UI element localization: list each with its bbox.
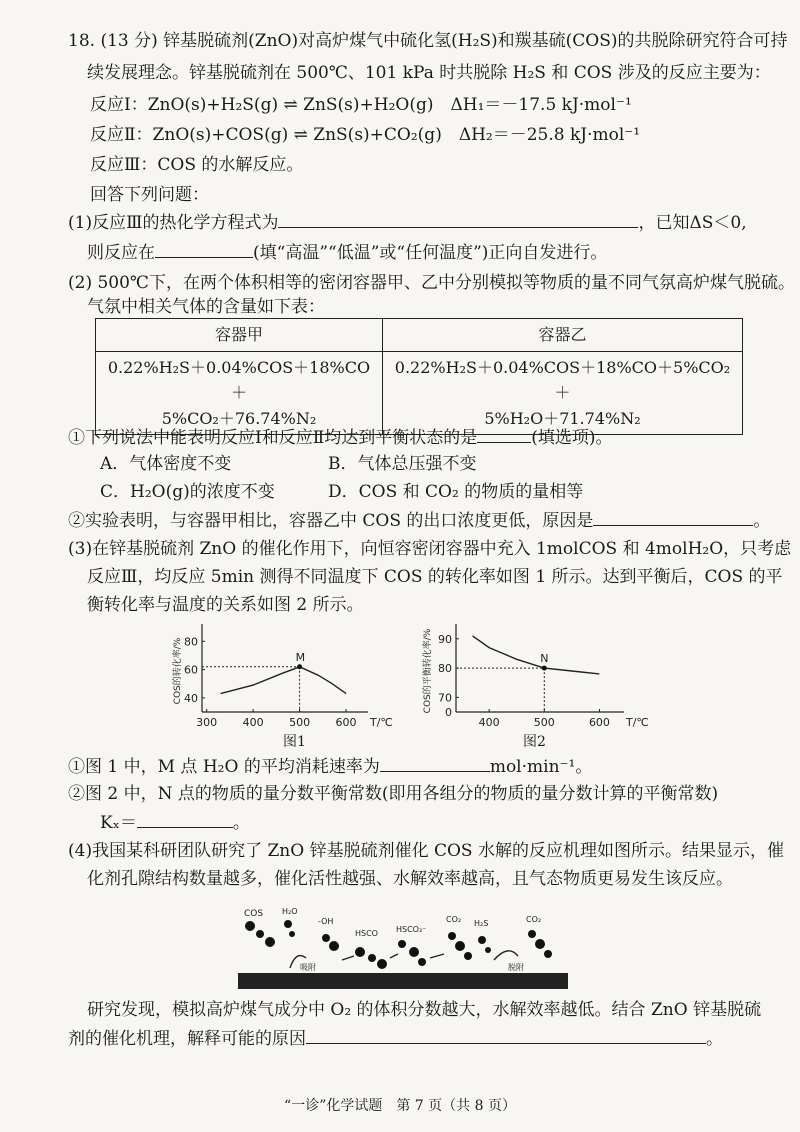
part-2: (2) 500℃下，在两个体积相等的密闭容器甲、乙中分别模拟等物质的量不同气氛高炉煤气脱硫。 <box>68 273 795 293</box>
part-1: (1)反应Ⅲ的热化学方程式为 ，已知ΔS＜0, <box>68 213 747 233</box>
table-cell: 0.22%H₂S＋0.04%COS＋18%CO＋5%CO₂＋ 5%H₂O＋71.74%N₂ <box>382 351 742 435</box>
figure-1-caption: 图1 <box>283 734 306 750</box>
option-a: A．气体密度不变 <box>100 454 232 474</box>
answer-blank[interactable] <box>278 211 638 228</box>
subq-1: ①下列说法中能表明反应Ⅰ和反应Ⅱ均达到平衡状态的是 (填选项)。 <box>68 428 613 448</box>
part-3-cont: 衡转化率与温度的关系如图 2 所示。 <box>87 595 364 615</box>
reaction-2: 反应Ⅱ：ZnO(s)+COS(g) ⇌ ZnS(s)+CO₂(g) ΔH₂＝－25.8 kJ·mol⁻¹ <box>90 125 641 145</box>
x-tick-label: 400 <box>242 716 264 729</box>
y-tick-label: 80 <box>438 662 452 676</box>
label-cos: COS <box>244 909 264 919</box>
x-axis-label: T/℃ <box>626 716 649 729</box>
point-label: M <box>295 650 306 664</box>
point-label: N <box>540 652 549 666</box>
y-axis-label: COS的平衡转化率/% <box>423 628 433 714</box>
chart-figure-2 <box>420 620 649 732</box>
label-adsorb: 吸附 <box>300 963 316 972</box>
mechanism-diagram <box>230 898 570 993</box>
question-line: 18. (13 分) 锌基脱硫剂(ZnO)对高炉煤气中硫化氢(H₂S)和羰基硫(COS)的共脱除研究符合可持 <box>68 31 788 51</box>
page-footer: “一诊”化学试题 第 7 页（共 8 页） <box>284 1098 516 1114</box>
label-hsco2: HSCO₂⁻ <box>396 925 427 934</box>
flow-arrows <box>290 951 518 968</box>
subq-2: ②实验表明，与容器甲相比，容器乙中 COS 的出口浓度更低，原因是 。 <box>68 511 771 531</box>
part-3: (3)在锌基脱硫剂 ZnO 的催化作用下，向恒容密闭容器中充入 1molCOS 和 4molH₂O，只考虑 <box>68 539 792 559</box>
label-co2: CO₂ <box>526 915 542 924</box>
data-point <box>297 664 302 669</box>
x-axis-label: T/℃ <box>370 716 393 729</box>
label-h2s: H₂S <box>474 919 489 928</box>
x-tick-label: 400 <box>478 716 500 729</box>
label-desorb: 脱附 <box>508 963 524 972</box>
x-tick-label: 500 <box>533 716 555 729</box>
prompt: 回答下列问题： <box>90 185 209 205</box>
label-co2: CO₂ <box>446 915 462 924</box>
answer-blank[interactable] <box>306 1027 706 1044</box>
answer-blank[interactable] <box>155 241 253 258</box>
part-2-cont: 气氛中相关气体的含量如下表： <box>87 297 325 317</box>
y-axis-label: COS的转化率/% <box>173 637 183 705</box>
part-4-cont: 剂的催化机理，解释可能的原因 。 <box>68 1029 723 1049</box>
part-3-cont: 反应Ⅲ，均反应 5min 测得不同温度下 COS 的转化率如图 1 所示。达到平衡后，COS 的平 <box>87 567 783 587</box>
part-4-cont: 化剂孔隙结构数量越多，催化活性越强、水解效率越高，且气态物质更易发生该反应。 <box>87 869 733 889</box>
subq-3-1: ①图 1 中，M 点 H₂O 的平均消耗速率为 mol·min⁻¹。 <box>68 757 593 777</box>
y-tick-label: 40 <box>184 691 198 705</box>
label-h2o: H₂O <box>282 907 298 916</box>
kx-line: Kₓ＝ 。 <box>100 813 250 833</box>
catalyst-surface <box>238 973 568 989</box>
y-tick-label: 0 <box>445 706 452 719</box>
subq-3-2: ②图 2 中，N 点的物质的量分数平衡常数(即用各组分的物质的量分数计算的平衡常数) <box>68 784 719 804</box>
figure-2-caption: 图2 <box>523 734 546 750</box>
part-4-cont: 研究发现，模拟高炉煤气成分中 O₂ 的体积分数越大，水解效率越低。结合 ZnO 锌基脱硫 <box>87 1000 762 1020</box>
part-1-cont: 则反应在 (填“高温”“低温”或“任何温度”)正向自发进行。 <box>87 243 608 263</box>
option-b: B．气体总压强不变 <box>328 454 477 474</box>
table-cell: 0.22%H₂S＋0.04%COS＋18%CO＋ 5%CO₂＋76.74%N₂ <box>96 351 383 435</box>
answer-blank[interactable] <box>477 426 531 443</box>
answer-blank[interactable] <box>137 811 233 828</box>
table-header: 容器乙 <box>382 319 742 352</box>
chart-figure-1 <box>170 620 393 732</box>
series-line <box>221 667 347 694</box>
question-line: 续发展理念。锌基脱硫剂在 500℃、101 kPa 时共脱除 H₂S 和 COS 涉及的反应主要为： <box>87 63 771 83</box>
option-d: D．COS 和 CO₂ 的物质的量相等 <box>328 482 584 502</box>
label-oh: -OH <box>318 917 334 926</box>
x-tick-label: 600 <box>335 716 357 729</box>
answer-blank[interactable] <box>593 509 753 526</box>
gas-table <box>95 318 743 435</box>
reaction-3: 反应Ⅲ：COS 的水解反应。 <box>90 155 304 175</box>
y-tick-label: 60 <box>184 663 198 677</box>
label-hsco: HSCO <box>355 929 378 938</box>
reaction-1: 反应Ⅰ：ZnO(s)+H₂S(g) ⇌ ZnS(s)+H₂O(g) ΔH₁＝－17.5 kJ·mol⁻¹ <box>90 95 632 115</box>
option-c: C．H₂O(g)的浓度不变 <box>100 482 275 502</box>
x-tick-label: 300 <box>196 716 218 729</box>
x-tick-label: 600 <box>588 716 610 729</box>
x-tick-label: 500 <box>289 716 311 729</box>
part-4: (4)我国某科研团队研究了 ZnO 锌基脱硫剂催化 COS 水解的反应机理如图所示。结果显示，催 <box>68 841 784 861</box>
data-point <box>542 666 547 671</box>
table-header: 容器甲 <box>96 319 383 352</box>
y-tick-label: 90 <box>438 632 452 646</box>
y-tick-label: 70 <box>438 691 452 705</box>
y-tick-label: 80 <box>184 635 198 649</box>
answer-blank[interactable] <box>380 755 490 772</box>
